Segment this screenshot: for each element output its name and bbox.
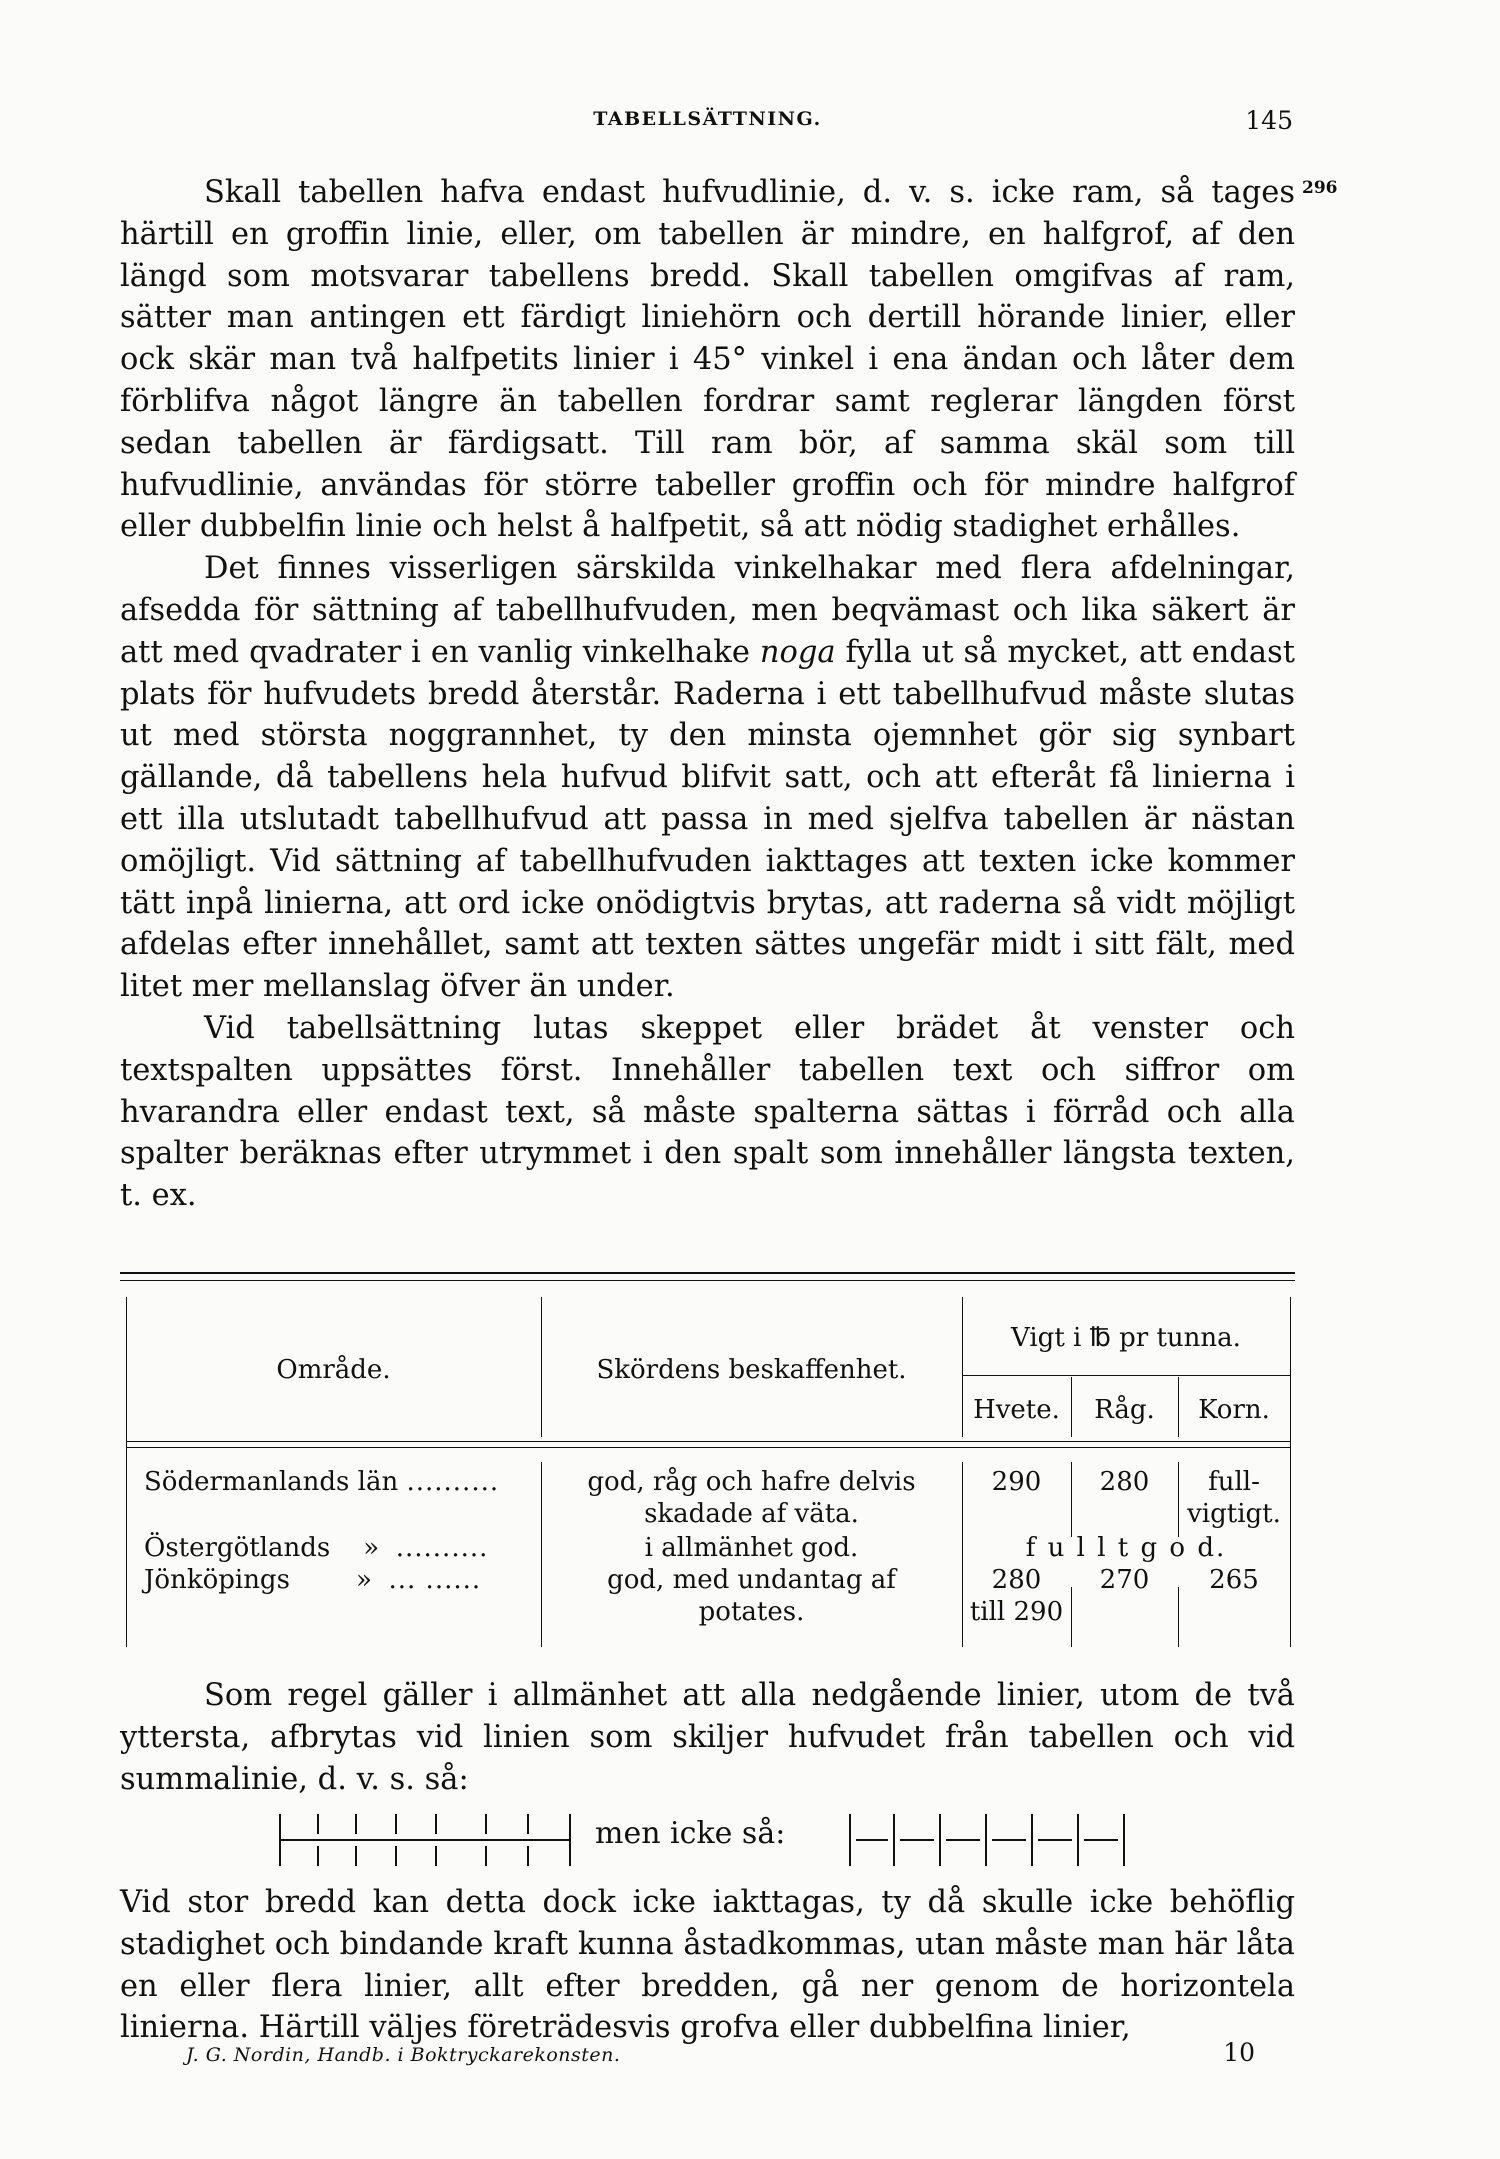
example-table: [120, 1287, 1295, 1663]
paragraph-3: Vid tabellsättning lutas skeppet eller brädet åt venster och textspalten uppsättes först. Innehåller tabellen text och siffror om hvarandra eller endast text, så måste spalterna sättas i förråd och alla spalter beräknas efter utrymmet i den spalt som innehåller längsta texten, t. ex.: [120, 1010, 1295, 1214]
text-block-middle: [120, 1675, 1295, 1800]
table-frame-right: [1290, 1297, 1291, 1647]
header-sub-rule: [962, 1375, 1290, 1376]
column-rule: [1071, 1587, 1072, 1647]
paragraph-1: Skall tabellen hafva endast hufvudlinie, d. v. s. icke ram, så tages härtill en groffin linie, eller, om tabellen är mindre, en halfgrof, af den längd som motsvarar tabellens bredd. Skall tabellen omgifvas af ram, sätter man antingen ett färdigt liniehörn och dertill hörande linier, eller ock skär man två halfpetits linier i 45° vinkel i ena ändan och låter dem förblifva något längre än tabellen fordrar samt reglerar längden först sedan tabellen är färdigsatt. Till ram bör, af samma skäl som till hufvudlinie, användas för större tabeller groffin och för mindre halfgrof eller dubbelfin linie och helst å halfpetit, så att nödig stadighet erhålles.: [120, 175, 1295, 545]
rule-demonstration: [120, 1810, 1295, 1870]
row3-barley: 265: [1209, 1565, 1259, 1595]
row2-merged-weight: f u l l t g o d.: [1025, 1533, 1227, 1563]
header-rye: Råg.: [1094, 1395, 1155, 1425]
header-harvest: Skördens beskaffenhet.: [596, 1355, 907, 1385]
header-rule-fine: [126, 1447, 1290, 1448]
header-barley: Korn.: [1198, 1395, 1270, 1425]
text-block-upper: [120, 172, 1295, 1217]
table-top-rule: [120, 1272, 1295, 1274]
table-top-rule-fine: [120, 1280, 1295, 1281]
page-footer: [120, 2038, 1295, 2072]
header-area: Område.: [276, 1355, 391, 1385]
row3-rye: 270: [1099, 1565, 1150, 1595]
paragraph-2-text-b: fylla ut så mycket, att endast plats för hufvudets bredd återstår. Raderna i ett tabellhufvud måste slutas ut med största noggrannhet, ty den minsta ojemnhet gör sig synbart gällande, då tabellens hela hufvud blifvit satt, och att efteråt få linierna i ett illa utslutadt tabellhufvud att passa in med sjelfva tabellen är nästan omöjligt. Vid sättning af tabellhufvuden iakttages att texten icke kommer tätt inpå linierna, att ord icke onödigtvis brytas, att raderna så vidt möjligt afdelas efter innehållet, samt att texten sättes ungefär midt i sitt fält, med litet mer mellanslag öfver än under.: [120, 634, 1295, 1005]
paragraph-2: [120, 548, 1295, 1008]
row1-barley-line1: full-: [1208, 1467, 1260, 1497]
rule-demo-label: men icke så:: [595, 1816, 786, 1851]
row2-harvest: i allmänhet god.: [644, 1533, 859, 1563]
header-wheat: Hvete.: [973, 1395, 1060, 1425]
running-head: [120, 108, 1295, 138]
row3-wheat: 280: [991, 1565, 1042, 1595]
header-rule: [126, 1441, 1290, 1442]
page-number: 145: [1245, 106, 1293, 135]
row1-area: Södermanlands län ..........: [144, 1467, 500, 1497]
footer-signature: J. G. Nordin, Handb. i Boktryckarekonsten.: [186, 2044, 621, 2066]
column-rule: [1178, 1587, 1179, 1647]
paragraph-4: Som regel gäller i allmänhet att alla nedgående linier, utom de två yttersta, afbrytas vid linien som skiljer hufvudet från tabellen och vid summalinie, d. v. s. så:: [120, 1678, 1295, 1797]
row3-wheat-line2: till 290: [969, 1597, 1064, 1627]
row2-area: Östergötlands » ..........: [144, 1533, 489, 1563]
row3-harvest-line1: god, med undantag af: [607, 1565, 896, 1595]
margin-note: 296: [1302, 178, 1338, 198]
row1-rye: 280: [1099, 1467, 1150, 1497]
table-frame-left: [126, 1297, 127, 1647]
paragraph-5: Vid stor bredd kan detta dock icke iakttagas, ty då skulle icke behöflig stadighet och bindande kraft kunna åstadkommas, utan måste man här låta en eller flera linier, allt efter bredden, gå ner genom de horizontela linierna. Härtill väljes företrädesvis grofva eller dubbelfina linier,: [120, 1885, 1295, 2046]
header-weight-group: Vigt i ℔ pr tunna.: [1011, 1323, 1241, 1353]
row1-wheat: 290: [991, 1467, 1042, 1497]
paragraph-2-emphasis: noga: [759, 634, 836, 670]
row3-harvest-line2: potates.: [698, 1597, 805, 1627]
footer-signature-number: 10: [1223, 2038, 1255, 2067]
row1-harvest-line1: god, råg och hafre delvis: [587, 1467, 916, 1497]
row3-area: Jönköpings » ... ......: [144, 1565, 482, 1595]
row1-barley-line2: vigtigt.: [1187, 1499, 1281, 1529]
paragraph-2-text-a: Det finnes visserligen särskilda vinkelhakar med flera afdelningar, afsedda för sättning af tabellhufvuden, men beqvämast och lika säkert är att med qvadrater i en vanlig vinkelhake: [120, 551, 1295, 670]
row1-harvest-line2: skadade af väta.: [644, 1499, 859, 1529]
text-block-lower: [120, 1882, 1295, 2049]
running-head-title: TABELLSÄTTNING.: [593, 108, 822, 130]
